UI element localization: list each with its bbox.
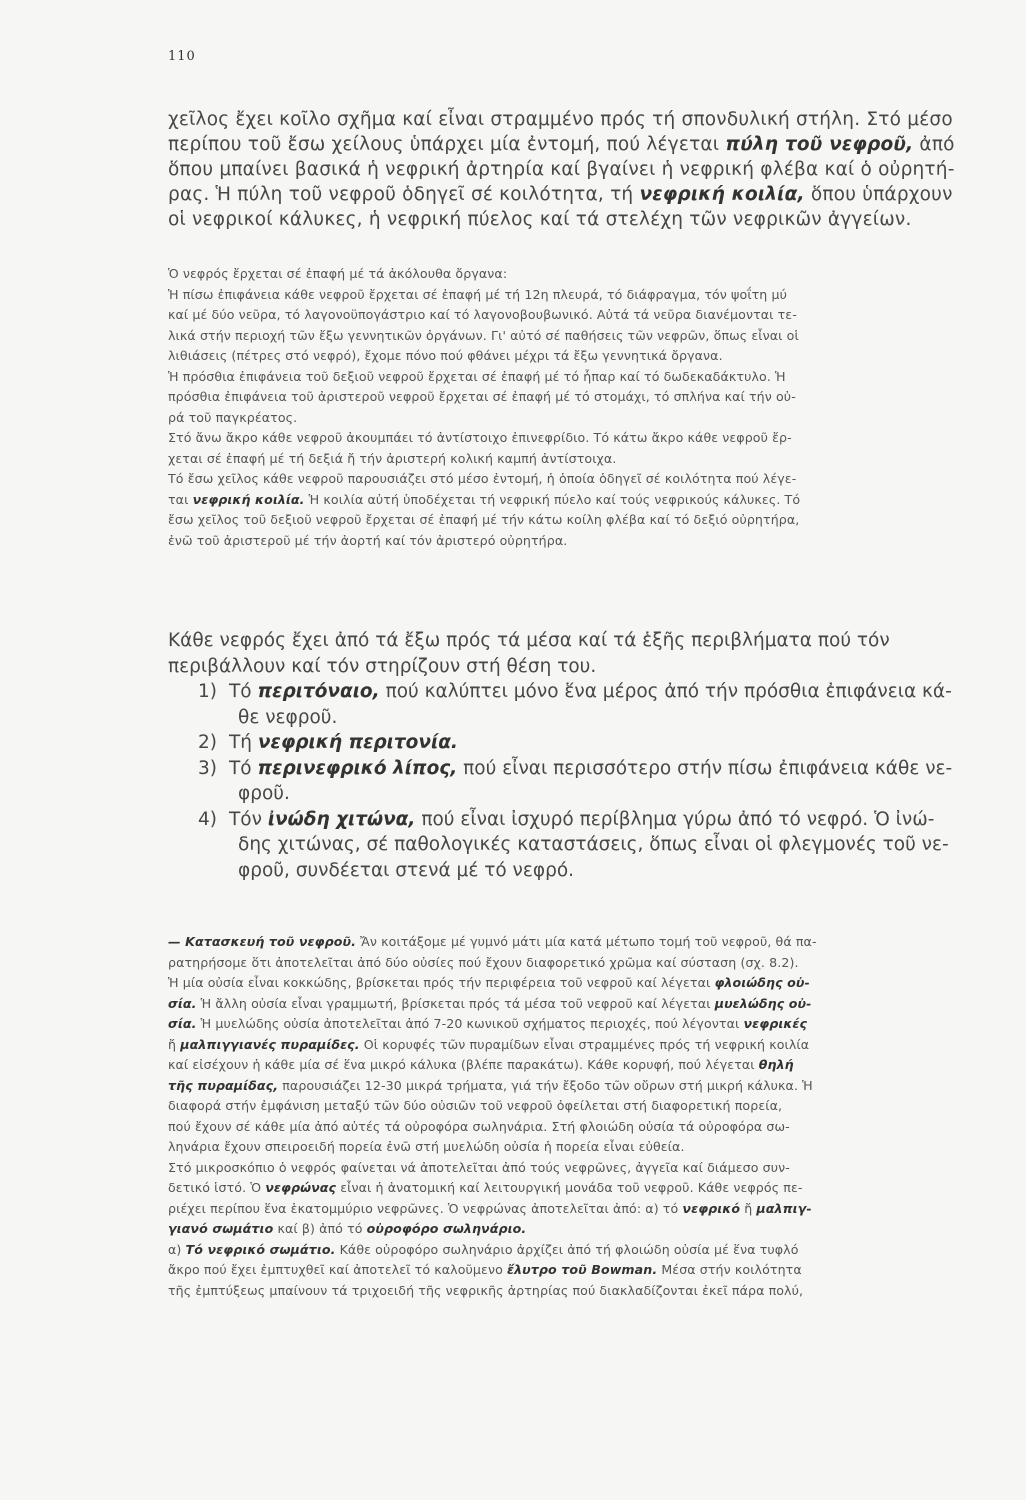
text-line: Ἡ πίσω ἐπιφάνεια κάθε νεφροῦ ἔρχεται σέ ἐπαφή μέ τή 12η πλευρά, τό διάφραγμα, τόν ψοΐτη μύ	[168, 286, 787, 302]
list-item: 2) Τή νεφρική περιτονία.	[168, 730, 1002, 756]
text-line: ρατηρήσομε ὅτι ἀποτελεῖται ἀπό δύο οὐσίες πού ἔχουν διαφορετικό χρῶμα καί σύσταση (σχ. 8.2).	[168, 954, 799, 970]
list-item: 3) Τό περινεφρικό λίπος, πού εἶναι περισσότερο στήν πίσω ἐπιφάνεια κάθε νε-	[168, 756, 1002, 782]
text-line: πρόσθια ἐπιφάνεια τοῦ ἀριστεροῦ νεφροῦ ἔρχεται σέ ἐπαφή μέ τό στομάχι, τό σπλήνα καί τήν οὐ-	[168, 389, 796, 404]
list-item: 4) Τόν ἰνώδη χιτώνα, πού εἶναι ἰσχυρό περίβλημα γύρω ἀπό τό νεφρό. Ὁ ἰνώ-	[168, 807, 1002, 833]
text-line: Στό μικροσκόπιο ὁ νεφρός φαίνεται νά ἀποτελεῖται ἀπό τούς νεφρῶνες, ἀγγεῖα καί διάμεσο συν-	[168, 1159, 790, 1175]
text-line: τῆς ἐμπτύξεως μπαίνουν τά τριχοειδή τῆς νεφρικῆς ἀρτηρίας πού διακλαδίζονται ἐκεῖ πάρα πολύ,	[168, 1282, 804, 1298]
term-malpighian-pyramids: μαλπιγγιανές πυραμίδες.	[180, 1036, 360, 1052]
text-line: καί εἰσέχουν ἡ κάθε μία σέ ἕνα μικρό κάλυκα (βλέπε παρακάτω). Κάθε κορυφή, πού λέγεται θηλή	[168, 1057, 794, 1072]
text-line: καί μέ δύο νεῦρα, τό λαγονοϋπογάστριο καί τό λαγονοβουβωνικό. Αὐτά τά νεῦρα διανέμονται τε-	[168, 307, 797, 322]
term-bowman-capsule: ἔλυτρο τοῦ Bowman.	[507, 1262, 658, 1277]
text-line: α) Τό νεφρικό σωμάτιο. Κάθε οὐροφόρο σωληνάριο ἀρχίζει ἀπό τή φλοιώδη οὐσία μέ ἕνα τυφλό	[168, 1241, 799, 1257]
text-line: Ὁ νεφρός ἔρχεται σέ ἐπαφή μέ τά ἀκόλουθα ὄργανα:	[168, 266, 508, 281]
text-line: ἄκρο πού ἔχει ἐμπτυχθεῖ καί ἀποτελεῖ τό καλοῦμενο ἔλυτρο τοῦ Bowman. Μέσα στήν κοιλότητα	[168, 1262, 802, 1277]
term-renal-corpuscle: νεφρικό	[682, 1200, 741, 1216]
list-number: 3)	[198, 757, 217, 779]
text-line: χεται σέ ἐπαφή μέ τή δεξιά ἤ τήν ἀριστερή κολική καμπή ἀντίστοιχα.	[168, 450, 617, 466]
text-line: δης χιτώνας, σέ παθολογικές καταστάσεις, ὅπως εἶναι οἱ φλεγμονές τοῦ νε-	[238, 834, 949, 855]
text-line: ται νεφρική κοιλία. Ἡ κοιλία αὐτή ὑποδέχεται τή νεφρική πύελο καί τούς νεφρικούς κάλυκες. Τό	[168, 491, 801, 507]
paragraph-kidney-hilum	[168, 107, 1002, 232]
term-nephron: νεφρώνας	[265, 1180, 337, 1195]
text-line: ρά τοῦ παγκρέατος.	[168, 409, 298, 425]
term-renal-hilum: πύλη τοῦ νεφροῦ,	[725, 134, 914, 155]
list-item: 1) Τό περιτόναιο, πού καλύπτει μόνο ἕνα μέρος ἀπό τήν πρόσθια ἐπιφάνεια κά-	[168, 679, 1002, 705]
text-line: λιθιάσεις (πέτρες στό νεφρό), ἔχομε πόνο πού φθάνει μέχρι τά ἔξω γεννητικά ὄργανα.	[168, 348, 723, 363]
text-line: λικά στήν περιοχή τῶν ἔξω γεννητικῶν ὀργάνων. Γι' αὐτό σέ παθήσεις τῶν νεφρῶν, ὅπως εἶναι οἱ	[168, 327, 799, 343]
text-line: Τό ἔσω χεῖλος κάθε νεφροῦ παρουσιάζει στό μέσο ἐντομή, ἡ ὁποία ὁδηγεῖ σέ κοιλότητα πού λέγε-	[168, 471, 797, 486]
term-renal-fascia: νεφρική περιτονία.	[257, 732, 458, 753]
term-medulla: μυελώδης οὐ-	[714, 995, 812, 1011]
text-line: ληνάρια ἔχουν σπειροειδή πορεία ἐνῶ στή μυελώδη οὐσία ἡ πορεία εἶναι εὐθεία.	[168, 1139, 685, 1154]
text-line: περίπου τοῦ ἔσω χείλους ὑπάρχει μία ἐντομή, πού λέγεται πύλη τοῦ νεφροῦ, ἀπό	[168, 134, 955, 155]
paragraph-kidney-coverings	[168, 628, 1002, 883]
text-line: πού ἔχουν σέ κάθε μία ἀπό αὐτές τά οὐροφόρα σωληνάρια. Στή φλοιώδη οὐσία τά οὐροφόρα σω-	[168, 1118, 790, 1134]
text-line: ἤ μαλπιγγιανές πυραμίδες. Οἱ κορυφές τῶν πυραμίδων εἶναι στραμμένες πρός τή νεφρική κοιλία	[168, 1036, 810, 1052]
paragraph-kidney-relations	[168, 264, 1002, 551]
list-number: 4)	[198, 808, 217, 830]
text-line: Κάθε νεφρός ἔχει ἀπό τά ἔξω πρός τά μέσα καί τά ἑξῆς περιβλήματα πού τόν	[168, 630, 890, 651]
subsection-heading: Τό νεφρικό σωμάτιο.	[185, 1241, 336, 1257]
text-line: ἔσω χεῖλος τοῦ δεξιοῦ νεφροῦ ἔρχεται σέ ἐπαφή μέ τήν κάτω κοίλη φλέβα καί τό δεξιό οὐρητήρα,	[168, 512, 800, 527]
term-renal-sinus: νεφρική κοιλία,	[639, 184, 805, 205]
text-line: Ἡ μία οὐσία εἶναι κοκκώδης, βρίσκεται πρός τήν περιφέρεια τοῦ νεφροῦ καί λέγεται φλοιώδης οὐ-	[168, 975, 810, 990]
term-renal-tubule: οὐροφόρο σωληνάριο.	[366, 1221, 527, 1236]
text-line: θε νεφροῦ.	[238, 706, 338, 728]
term-cortex: φλοιώδης οὐ-	[714, 975, 810, 990]
text-line: ρας. Ἡ πύλη τοῦ νεφροῦ ὁδηγεῖ σέ κοιλότητα, τή νεφρική κοιλία, ὅπου ὑπάρχουν	[168, 184, 953, 205]
term-papilla: θηλή	[758, 1057, 794, 1072]
text-line: ριέχει περίπου ἕνα ἑκατομμύριο νεφρῶνες. Ὁ νεφρώνας ἀποτελεῖται ἀπό: α) τό νεφρικό ἤ μαλπιγ-	[168, 1200, 812, 1216]
text-line: ὅπου μπαίνει βασικά ἡ νεφρική ἀρτηρία καί βγαίνει ἡ νεφρική φλέβα καί ὁ οὐρητή-	[168, 159, 955, 180]
text-line: διαφορά στήν ἐμφάνιση μεταξύ τῶν δύο οὐσιῶν τοῦ νεφροῦ ὀφείλεται στή διαφορετική πορεία,	[168, 1098, 783, 1113]
term-peritoneum: περιτόναιο,	[257, 681, 380, 702]
text-line: σία. Ἡ ἄλλη οὐσία εἶναι γραμμωτή, βρίσκεται πρός τά μέσα τοῦ νεφροῦ καί λέγεται μυελώδης οὐ-	[168, 995, 812, 1011]
term-renal-sinus-2: νεφρική κοιλία.	[192, 491, 305, 507]
text-line: περιβάλλουν καί τόν στηρίζουν στή θέση του.	[168, 655, 597, 677]
term-perirenal-fat: περινεφρικό λίπος,	[257, 757, 458, 779]
text-line: Στό ἄνω ἄκρο κάθε νεφροῦ ἀκουμπάει τό ἀντίστοιχο ἐπινεφρίδιο. Τό κάτω ἄκρο κάθε νεφροῦ ἔρ-	[168, 430, 792, 445]
text-line: ἐνῶ τοῦ ἀριστεροῦ μέ τήν ἀορτή καί τόν ἀριστερό οὐρητήρα.	[168, 532, 568, 548]
text-line: φροῦ.	[238, 783, 290, 804]
list-number: 1)	[198, 681, 217, 702]
term-fibrous-capsule: ἰνώδη χιτώνα,	[267, 808, 416, 830]
page-number: 110	[168, 49, 196, 64]
term-renal-pyramids: νεφρικές	[743, 1016, 808, 1031]
text-line: γιανό σωμάτιο καί β) ἀπό τό οὐροφόρο σωληνάριο.	[168, 1221, 527, 1236]
text-line: Ἡ πρόσθια ἐπιφάνεια τοῦ δεξιοῦ νεφροῦ ἔρχεται σέ ἐπαφή μέ τό ἧπαρ καί τό δωδεκαδάκτυλο. Ἡ	[168, 368, 786, 384]
text-line: — Κατασκευή τοῦ νεφροῦ. Ἄν κοιτάξομε μέ γυμνό μάτι μία κατά μέτωπο τομή τοῦ νεφροῦ, θά πα-	[168, 934, 817, 949]
text-line: χεῖλος ἔχει κοῖλο σχῆμα καί εἶναι στραμμένο πρός τή σπονδυλική στήλη. Στό μέσο	[168, 109, 953, 130]
text-line: οἱ νεφρικοί κάλυκες, ἡ νεφρική πύελος καί τά στελέχη τῶν νεφρικῶν ἀγγείων.	[168, 209, 912, 230]
section-heading: — Κατασκευή τοῦ νεφροῦ.	[168, 934, 356, 949]
text-line: φροῦ, συνδέεται στενά μέ τό νεφρό.	[238, 859, 575, 881]
paragraph-kidney-structure	[168, 932, 1002, 1301]
text-line: σία. Ἡ μυελώδης οὐσία ἀποτελεῖται ἀπό 7-20 κωνικοῦ σχήματος περιοχές, πού λέγονται νεφρικές	[168, 1016, 808, 1031]
text-line: τῆς πυραμίδας, παρουσιάζει 12-30 μικρά τρήματα, γιά τήν ἔξοδο τῶν οὔρων στή μικρή κάλυκα. Ἡ	[168, 1077, 813, 1093]
text-line: δετικό ἱστό. Ὁ νεφρώνας εἶναι ἡ ἀνατομική καί λειτουργική μονάδα τοῦ νεφροῦ. Κάθε νεφρός πε-	[168, 1180, 803, 1195]
list-number: 2)	[198, 732, 217, 753]
